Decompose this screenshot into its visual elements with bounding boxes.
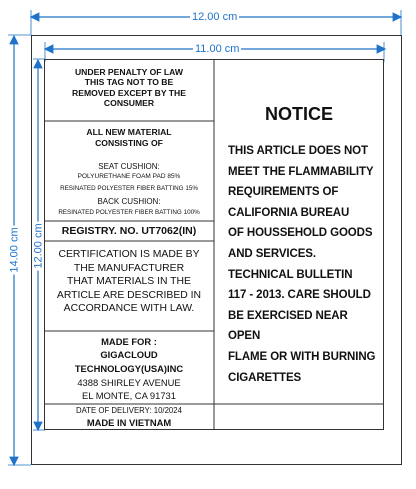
notice-body: THIS ARTICLE DOES NOT MEET THE FLAMMABILITY REQUIREMENTS OF CALIFORNIA BUREAU OF HOUSSEHOLD GOODS AND SERVICES. TECHNICAL BULLETIN 117 - 2013. CARE SHOULD BE EXERCISED NEAR OPEN FLAME OR WITH BURNING CIGARETTES bbox=[228, 145, 376, 384]
notice-title: NOTICE bbox=[264, 104, 333, 124]
back-cushion-label: BACK CUSHION: bbox=[97, 197, 161, 206]
seat-cushion-foam: POLYURETHANE FOAM PAD 85% bbox=[77, 173, 181, 180]
seat-cushion-fiber: RESINATED POLYESTER FIBER BATTING 15% bbox=[60, 185, 198, 192]
inner-width-label: 11.00 cm bbox=[195, 43, 240, 55]
made-for-label: MADE FOR : bbox=[101, 336, 157, 347]
outer-height-label: 14.00 cm bbox=[8, 227, 21, 273]
outer-width-label: 12.00 cm bbox=[192, 11, 238, 23]
penalty-warning: UNDER PENALTY OF LAW THIS TAG NOT TO BE REMOVED EXCEPT BY THE CONSUMER bbox=[72, 67, 186, 108]
company-name: GIGACLOUD TECHNOLOGY(USA)INC bbox=[74, 349, 184, 374]
back-cushion-fiber: RESINATED POLYESTER FIBER BATTING 100% bbox=[58, 209, 200, 216]
made-in-country: MADE IN VIETNAM bbox=[86, 417, 172, 428]
date-of-delivery: DATE OF DELIVERY: 10/2024 bbox=[76, 406, 182, 415]
certification-statement: CERTIFICATION IS MADE BY THE MANUFACTURER THAT MATERIALS IN THE ARTICLE ARE DESCRIBED IN ACCORDANCE WITH LAW. bbox=[56, 249, 202, 315]
registry-number: REGISTRY. NO. UT7062(IN) bbox=[61, 225, 197, 237]
all-new-material: ALL NEW MATERIAL CONSISTING OF bbox=[86, 127, 172, 148]
company-address: 4388 SHIRLEY AVENUE EL MONTE, CA 91731 bbox=[77, 377, 181, 401]
inner-height-label: 12.00 cm bbox=[32, 223, 45, 269]
seat-cushion-label: SEAT CUSHION: bbox=[98, 162, 160, 171]
